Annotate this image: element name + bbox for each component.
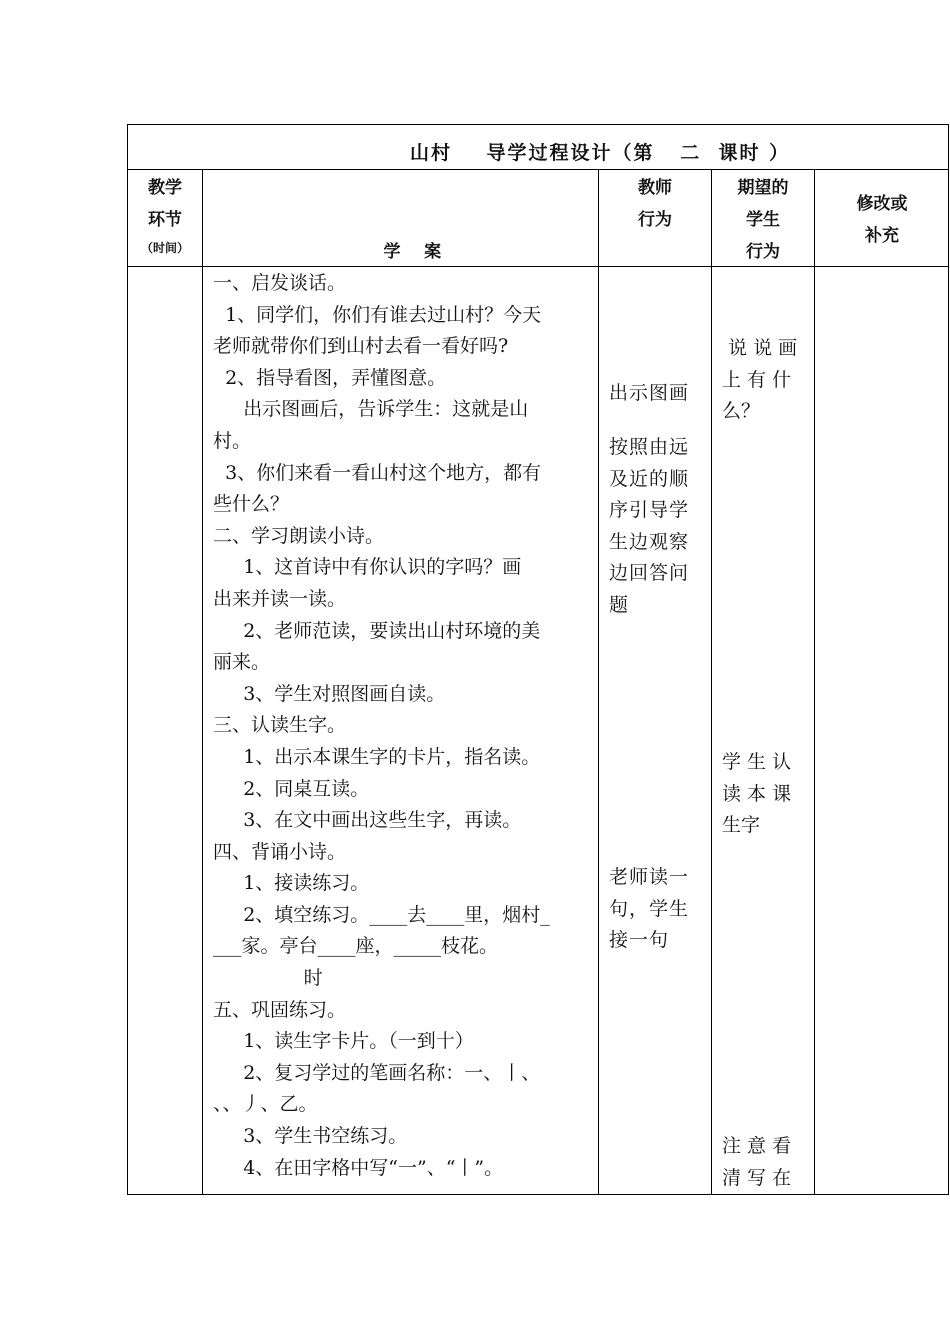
plan-line: 村。 <box>213 429 252 452</box>
plan-line: 2、复习学过的笔画名称：一、丨、 <box>213 1061 541 1084</box>
plan-line: 些什么？ <box>213 493 290 516</box>
plan-line: 老师就带你们到山村去看一看好吗? <box>213 335 509 358</box>
header-teaching-stage <box>128 172 202 260</box>
col-divider-3 <box>711 169 712 1195</box>
teacher-line: 句，学生 <box>609 897 690 920</box>
teacher-line: 生边观察 <box>609 530 690 553</box>
col-divider-4 <box>814 169 815 1195</box>
table-title: 山村 导学过程设计（第 二 课时 ） <box>410 142 791 164</box>
header-time-note: （时间） <box>140 241 189 255</box>
student-line: 读 本 课 <box>722 782 792 805</box>
plan-line: 2、老师范读，要读出山村环境的美 <box>213 619 541 642</box>
plan-line: 3、你们来看一看山村这个地方，都有 <box>213 461 542 484</box>
student-line: 么？ <box>722 400 761 423</box>
plan-line: 四、背诵小诗。 <box>213 840 347 863</box>
teacher-line: 出示图画 <box>609 382 690 404</box>
plan-line: 3、在文中画出这些生字，再读。 <box>213 809 522 832</box>
plan-line: 2、同桌互读。 <box>213 777 370 800</box>
plan-line: 1、出示本课生字的卡片，指名读。 <box>213 745 541 768</box>
header-study-plan-label: 学 案 <box>383 242 442 262</box>
plan-line: 五、巩固练习。 <box>213 998 347 1021</box>
plan-line: 一、启发谈话。 <box>213 272 347 294</box>
teacher-line: 按照由远 <box>609 436 690 458</box>
teacher-line: 及近的顺 <box>609 467 690 490</box>
header-revision-line2: 补充 <box>865 226 899 246</box>
col-divider-1 <box>202 169 203 1195</box>
student-line: 生字 <box>722 814 761 837</box>
plan-line: 二、学习朗读小诗。 <box>213 524 385 547</box>
plan-line: 3、学生对照图画自读。 <box>213 682 446 705</box>
header-teaching-stage-line2: 环节 <box>148 210 182 230</box>
plan-line: 丽来。 <box>213 651 271 674</box>
teacher-behavior-block-2 <box>609 432 707 622</box>
plan-line: 1、同学们，你们有谁去过山村？今天 <box>213 303 542 326</box>
student-line: 学 生 认 <box>722 751 792 773</box>
plan-line: 2、填空练习。____去____里，烟村_ <box>213 903 550 926</box>
student-line: 上 有 什 <box>722 368 792 391</box>
title-row-divider <box>127 169 949 170</box>
student-behavior-block-3 <box>722 1131 806 1194</box>
teacher-behavior-block-3 <box>609 862 707 957</box>
student-behavior-block-2 <box>722 747 806 842</box>
teacher-line: 边回答问 <box>609 562 690 585</box>
student-behavior-block-1 <box>722 333 806 428</box>
plan-line: 1、这首诗中有你认识的字吗？画 <box>213 556 522 579</box>
teacher-line: 接一句 <box>609 929 670 952</box>
plan-line: 1、接读练习。 <box>213 872 370 895</box>
study-plan-content <box>213 268 595 1184</box>
header-student-line3: 行为 <box>746 242 780 262</box>
teacher-line: 老师读一 <box>609 866 690 888</box>
plan-line: 、、丿、乙。 <box>213 1093 318 1116</box>
plan-line: 4、在田字格中写“一”、“丨”。 <box>213 1156 504 1179</box>
plan-line: 出示图画后，告诉学生：这就是山 <box>213 398 529 421</box>
plan-line: 2、指导看图，弄懂图意。 <box>213 366 447 389</box>
header-revision-line1: 修改或 <box>856 194 908 214</box>
student-line: 注 意 看 <box>722 1135 792 1157</box>
plan-line: 时 <box>213 967 323 990</box>
header-student-line1: 期望的 <box>737 178 789 198</box>
teacher-line: 序引导学 <box>609 499 690 522</box>
header-revision <box>815 188 949 252</box>
header-expected-student-behavior <box>712 172 814 268</box>
header-teacher-line1: 教师 <box>638 178 672 198</box>
header-teacher-behavior <box>599 172 711 236</box>
plan-line: ___家。亭台____座，_____枝花。 <box>213 935 499 958</box>
col-divider-2 <box>598 169 599 1195</box>
teacher-behavior-block-1 <box>609 378 707 410</box>
plan-line: 出来并读一读。 <box>213 587 347 610</box>
plan-line: 3、学生书空练习。 <box>213 1125 408 1148</box>
teacher-line: 题 <box>609 593 630 616</box>
header-student-line2: 学生 <box>746 210 780 230</box>
student-line: 清 写 在 <box>722 1166 792 1189</box>
plan-line: 1、读生字卡片。（一到十） <box>213 1030 474 1053</box>
plan-line: 三、认读生字。 <box>213 714 347 737</box>
header-teacher-line2: 行为 <box>638 210 672 230</box>
student-line: 说 说 画 <box>722 337 798 359</box>
header-teaching-stage-line1: 教学 <box>148 178 182 198</box>
